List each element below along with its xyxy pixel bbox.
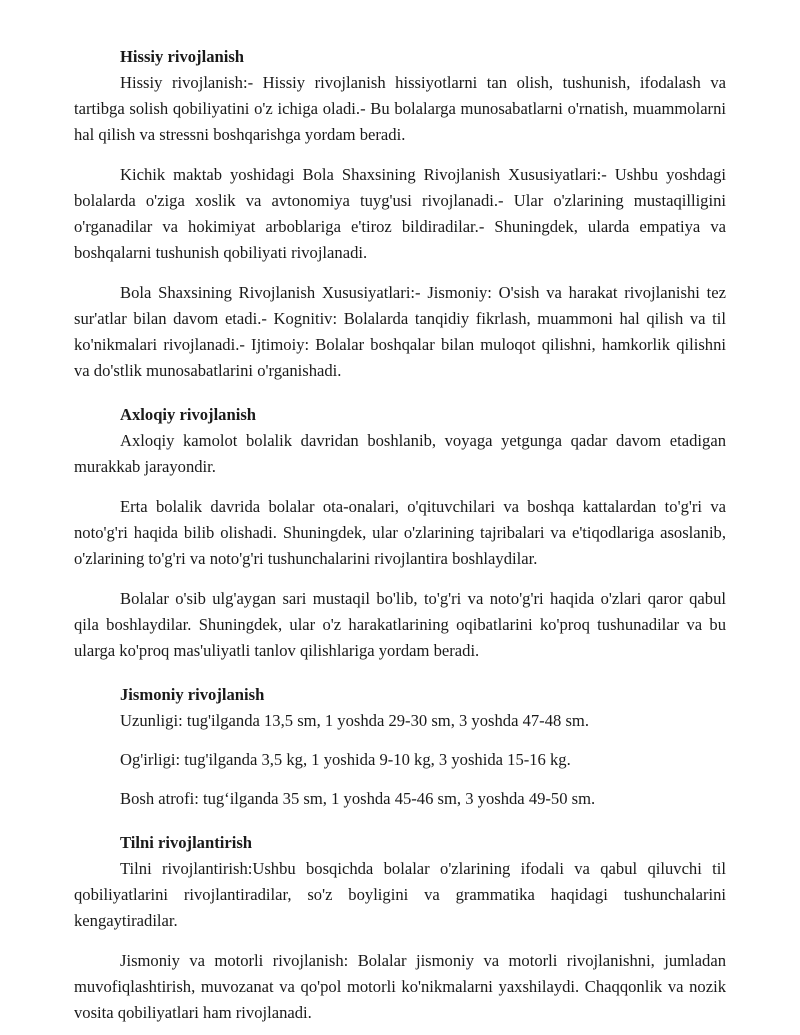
- measurement-line: Uzunligi: tug'ilganda 13,5 sm, 1 yoshda 29-30 sm, 3 yoshda 47-48 sm.: [120, 711, 589, 730]
- measurement-line: Og'irligi: tug'ilganda 3,5 kg, 1 yoshida 9-10 kg, 3 yoshida 15-16 kg.: [120, 750, 571, 769]
- section-heading-tilni: Tilni rivojlantirish: [120, 833, 253, 852]
- section-heading-axloqiy: Axloqiy rivojlanish: [120, 405, 256, 424]
- paragraph: Bolalar o'sib ulg'aygan sari mustaqil bo'lib, to'g'ri va noto'g'ri haqida o'zlari qaror qabul qila boshlaydilar. Shuningdek, ular o'z harakatlarining oqibatlarini ko'proq tushunadilar va bu ularga ko'proq mas'uliyatli tanlov qilishlariga yordam beradi.: [74, 589, 726, 660]
- section-heading-hissiy: Hissiy rivojlanish: [120, 47, 245, 66]
- paragraph: Axloqiy kamolot bolalik davridan boshlanib, voyaga yetgunga qadar davom etadigan murakkab jarayondir.: [74, 431, 726, 476]
- section-heading-jismoniy: Jismoniy rivojlanish: [120, 685, 265, 704]
- paragraph: Erta bolalik davrida bolalar ota-onalari, o'qituvchilari va boshqa kattalardan to'g'ri va noto'g'ri haqida bilib olishadi. Shuningdek, ular o'zlarining tajribalari va e'tiqodlariga asoslanib, o'zlarining to'g'ri va noto'g'ri tushunchalarini rivojlantira boshlaydilar.: [74, 497, 726, 568]
- paragraph: Jismoniy va motorli rivojlanish: Bolalar jismoniy va motorli rivojlanishni, jumladan muvofiqlashtirish, muvozanat va qo'pol motorli ko'nikmalarni yaxshilaydi. Chaqqonlik va nozik vosita qobiliyatlari ham rivojlanadi.: [74, 951, 726, 1022]
- paragraph: Hissiy rivojlanish:- Hissiy rivojlanish hissiyotlarni tan olish, tushunish, ifodalash va tartibga solish qobiliyatini o'z ichiga oladi.- Bu bolalarga munosabatlarni o'rnatish, muammolarni hal qilish va stressni boshqarishga yordam beradi.: [74, 73, 726, 144]
- paragraph: Tilni rivojlantirish:Ushbu bosqichda bolalar o'zlarining ifodali va qabul qiluvchi til qobiliyatlarini rivojlantiradilar, so'z boyligini va grammatika haqidagi tushunchalarini kengaytiradilar.: [74, 859, 726, 930]
- paragraph: Bola Shaxsining Rivojlanish Xususiyatlari:- Jismoniy: O'sish va harakat rivojlanishi tez sur'atlar bilan davom etadi.- Kognitiv: Bolalarda tanqidiy fikrlash, muammoni hal qilish va til ko'nikmalari rivojlanadi.- Ijtimoiy: Bolalar boshqalar bilan muloqot qilishni, hamkorlik qilishni va do'stlik munosabatlarini o'rganishadi.: [74, 283, 726, 380]
- measurement-line: Bosh atrofi: tug‘ilganda 35 sm, 1 yoshda 45-46 sm, 3 yoshda 49-50 sm.: [120, 789, 596, 808]
- paragraph: Kichik maktab yoshidagi Bola Shaxsining Rivojlanish Xususiyatlari:- Ushbu yoshdagi bolalarda o'ziga xoslik va avtonomiya tuyg'usi rivojlanadi.- Ular o'zlarining mustaqilligini o'rganadilar va hokimiyat arboblariga e'tiroz bildiradilar.- Shuningdek, ularda empatiya va boshqalarni tushunish qobiliyati rivojlanadi.: [74, 165, 726, 262]
